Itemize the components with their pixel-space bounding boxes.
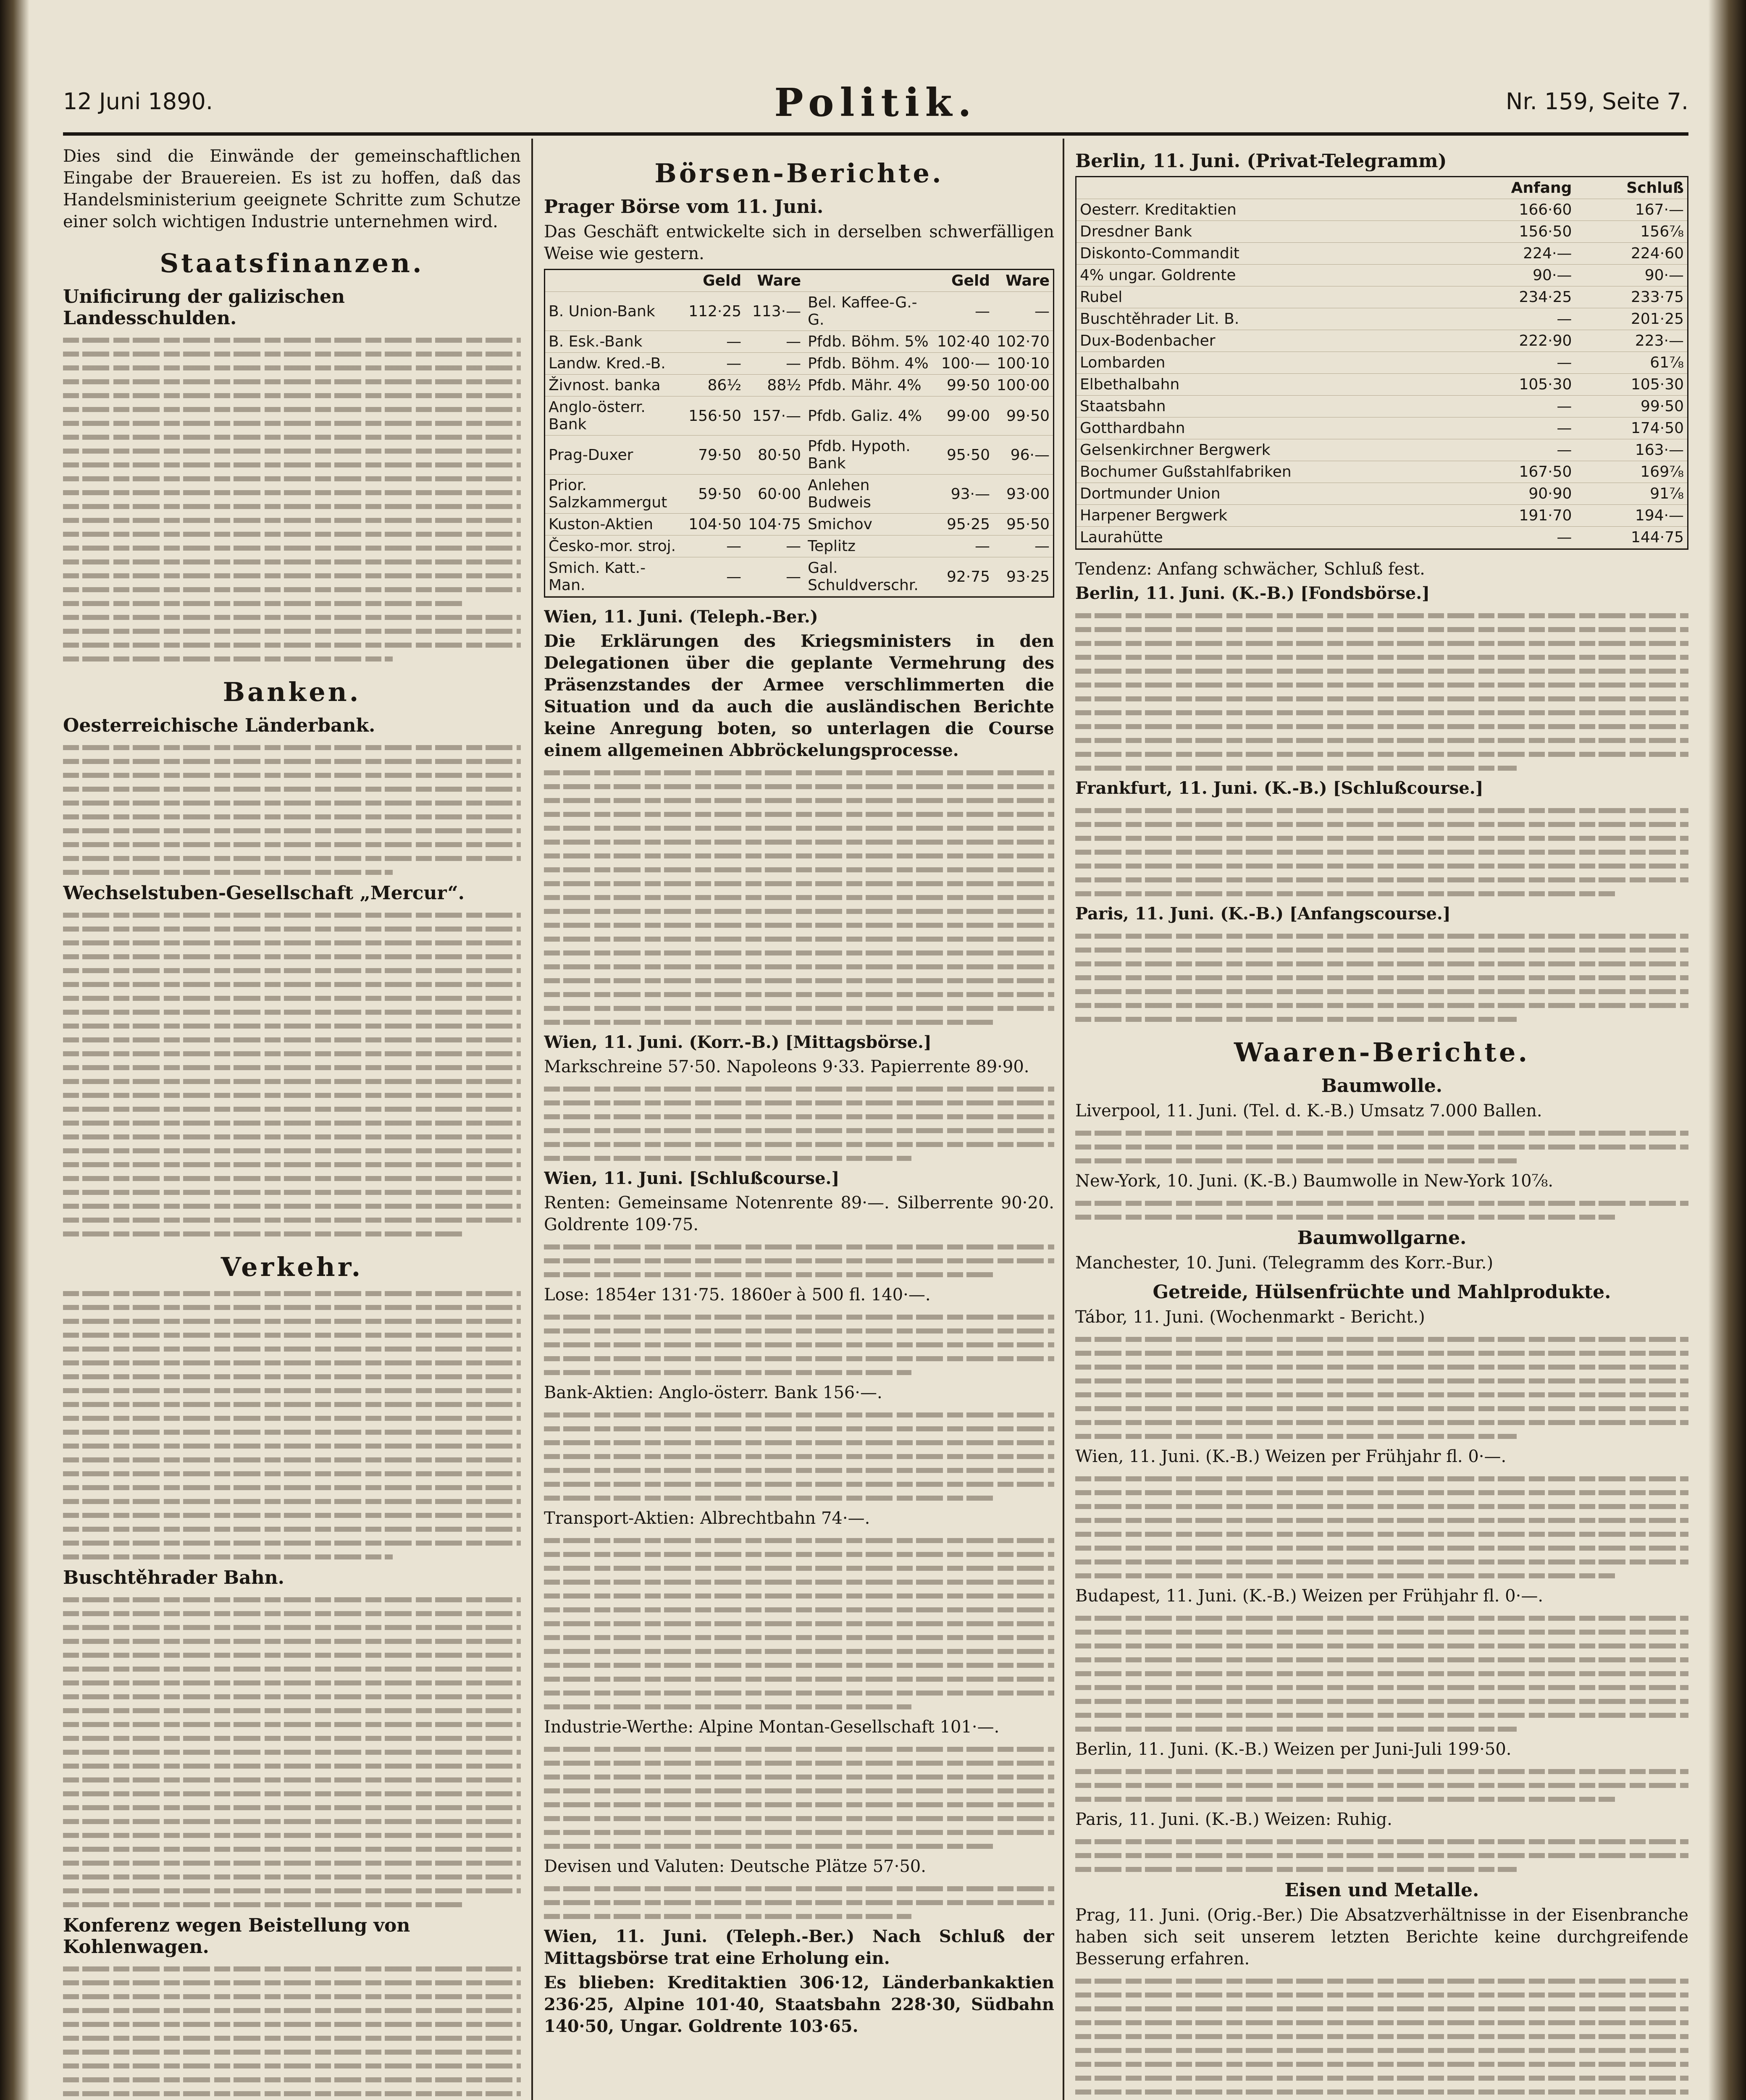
security-name-cell: Gal. Schuldverschr. — [804, 557, 934, 596]
table-row — [1076, 330, 1687, 352]
security-name-cell: Pfdb. Hypoth. Bank — [804, 436, 934, 475]
body-text-placeholder — [63, 1597, 521, 1907]
wien-final-heading: Wien, 11. Juni. (Teleph.-Ber.) Nach Schluß der Mittagsbörse trat eine Erholung ein. — [544, 1927, 1054, 1968]
table-row — [1076, 527, 1687, 549]
price-cell: 88½ — [745, 375, 804, 396]
schlusscourse-heading: Wien, 11. Juni. [Schlußcourse.] — [544, 1168, 840, 1188]
lose-text: Lose: 1854er 131·75. 1860er à 500 fl. 140·—. — [544, 1285, 931, 1305]
table-row — [545, 375, 1053, 396]
wien-getreide-text: Wien, 11. Juni. (K.-B.) Weizen per Frühjahr fl. 0·—. — [1075, 1447, 1507, 1466]
transport-aktien-text: Transport-Aktien: Albrechtbahn 74·—. — [544, 1509, 870, 1528]
security-name-cell: Buschtěhrader Lit. B. — [1076, 308, 1457, 330]
price-cell: — — [685, 353, 745, 375]
security-name-cell: Rubel — [1076, 286, 1457, 308]
subheading-eisen-metalle: Eisen und Metalle. — [1284, 1880, 1479, 1901]
price-cell: — — [685, 331, 745, 353]
body-text-placeholder — [544, 1087, 1054, 1161]
column-header: Schluß — [1575, 177, 1687, 199]
price-cell: 224·— — [1457, 243, 1575, 265]
body-text-placeholder — [1075, 1337, 1688, 1439]
body-text-placeholder — [1075, 1476, 1688, 1578]
column-header: Geld — [685, 270, 745, 292]
security-name-cell: B. Union-Bank — [545, 292, 685, 331]
price-cell: 166·60 — [1457, 199, 1575, 221]
industrie-werthe-text: Industrie-Werthe: Alpine Montan-Gesellschaft 101·—. — [544, 1717, 1000, 1737]
tendenz-text: Tendenz: Anfang schwächer, Schluß fest. — [1075, 559, 1425, 579]
table-row — [545, 536, 1053, 557]
prague-price-table — [545, 270, 1053, 596]
body-text-placeholder — [1075, 1769, 1688, 1802]
price-cell: 102·40 — [934, 331, 993, 353]
body-text-placeholder — [63, 1291, 521, 1559]
price-cell: 156·50 — [1457, 221, 1575, 243]
heading-banken: Banken. — [223, 677, 361, 707]
column-divider — [531, 139, 533, 2100]
security-name-cell: Dresdner Bank — [1076, 221, 1457, 243]
body-text-placeholder — [63, 338, 521, 662]
wien-teleph-text: Die Erklärungen des Kriegsministers in den Delegationen über die geplante Vermehrung des Präsenzstandes der Armee verschlimmerten die Situation und da auch die ausländischen Berichte keine Anregung boten, so unterlagen die Course einem allgemeinen Abbröckelungsprocesse. — [544, 631, 1054, 760]
price-cell: 86½ — [685, 375, 745, 396]
price-cell: 223·— — [1575, 330, 1687, 352]
body-text-placeholder — [1075, 613, 1688, 771]
table-row — [1076, 221, 1687, 243]
price-cell: 99·50 — [993, 396, 1053, 436]
security-name-cell: Elbethalbahn — [1076, 374, 1457, 396]
price-cell: 144·75 — [1575, 527, 1687, 549]
price-cell: — — [1457, 527, 1575, 549]
security-name-cell: Bel. Kaffee-G.-G. — [804, 292, 934, 331]
price-cell: 90·90 — [1457, 483, 1575, 505]
body-text-placeholder — [544, 1747, 1054, 1849]
body-text-placeholder — [544, 770, 1054, 1025]
price-cell: — — [745, 353, 804, 375]
price-cell: — — [993, 292, 1053, 331]
price-cell: — — [1457, 417, 1575, 439]
price-cell: 100·00 — [993, 375, 1053, 396]
price-cell: 224·60 — [1575, 243, 1687, 265]
price-cell: 93·25 — [993, 557, 1053, 596]
heading-waaren-berichte: Waaren-Berichte. — [1234, 1037, 1530, 1068]
body-text-placeholder — [1075, 1979, 1688, 2100]
price-cell: 167·— — [1575, 199, 1687, 221]
bank-aktien-text: Bank-Aktien: Anglo-österr. Bank 156·—. — [544, 1383, 882, 1402]
price-cell: 222·90 — [1457, 330, 1575, 352]
mittagsboerse-text: Markschreine 57·50. Napoleons 9·33. Papierrente 89·90. — [544, 1057, 1029, 1076]
table-row — [545, 292, 1053, 331]
price-cell: — — [1457, 396, 1575, 417]
security-name-cell: Lombarden — [1076, 352, 1457, 374]
price-cell: — — [934, 536, 993, 557]
security-name-cell: Smich. Katt.-Man. — [545, 557, 685, 596]
column-right — [1075, 143, 1688, 2100]
price-cell: 201·25 — [1575, 308, 1687, 330]
body-text-placeholder — [1075, 1839, 1688, 1872]
page-header — [63, 80, 1688, 130]
price-cell: 60·00 — [745, 475, 804, 514]
berlin-price-table-box — [1075, 176, 1688, 550]
security-name-cell: Pfdb. Böhm. 4% — [804, 353, 934, 375]
price-cell: 61⅞ — [1575, 352, 1687, 374]
price-cell: 99·00 — [934, 396, 993, 436]
security-name-cell: Smichov — [804, 514, 934, 536]
security-name-cell: Pfdb. Galiz. 4% — [804, 396, 934, 436]
security-name-cell: Teplitz — [804, 536, 934, 557]
price-cell: — — [993, 536, 1053, 557]
body-text-placeholder — [63, 913, 521, 1236]
price-cell: 163·— — [1575, 439, 1687, 461]
table-row — [1076, 483, 1687, 505]
mittagsboerse-heading: Wien, 11. Juni. (Korr.-B.) [Mittagsbörse.] — [544, 1032, 932, 1052]
column-header: Geld — [934, 270, 993, 292]
price-cell: 104·75 — [745, 514, 804, 536]
security-name-cell: Pfdb. Mähr. 4% — [804, 375, 934, 396]
subheading-konferenz: Konferenz wegen Beistellung von Kohlenwagen. — [63, 1915, 410, 1958]
security-name-cell: Česko-mor. stroj. — [545, 536, 685, 557]
column-middle — [544, 143, 1054, 2100]
security-name-cell: Diskonto-Commandit — [1076, 243, 1457, 265]
table-row — [1076, 265, 1687, 286]
price-cell: — — [1457, 439, 1575, 461]
price-cell: 80·50 — [745, 436, 804, 475]
column-divider — [1063, 139, 1064, 2100]
price-cell: 112·25 — [685, 292, 745, 331]
body-text-placeholder — [544, 1244, 1054, 1277]
price-cell: — — [745, 331, 804, 353]
price-cell: 194·— — [1575, 505, 1687, 527]
prague-price-table-box — [544, 269, 1054, 598]
security-name-cell: Dux-Bodenbacher — [1076, 330, 1457, 352]
body-text-placeholder — [1075, 1131, 1688, 1163]
issue-date: 12 Juni 1890. — [63, 88, 213, 115]
body-text-placeholder — [63, 745, 521, 875]
price-cell: 102·70 — [993, 331, 1053, 353]
berlin-telegram-heading: Berlin, 11. Juni. (Privat-Telegramm) — [1075, 150, 1447, 172]
price-cell: 59·50 — [685, 475, 745, 514]
price-cell: — — [745, 536, 804, 557]
price-cell: 96·— — [993, 436, 1053, 475]
prager-boerse-text: Das Geschäft entwickelte sich in derselben schwerfälligen Weise wie gestern. — [544, 222, 1054, 263]
subheading-baumwolle: Baumwolle. — [1321, 1075, 1443, 1097]
price-cell: 100·— — [934, 353, 993, 375]
devisen-valuten-text: Devisen und Valuten: Deutsche Plätze 57·50. — [544, 1857, 926, 1876]
heading-verkehr: Verkehr. — [221, 1252, 363, 1282]
price-cell: 99·50 — [934, 375, 993, 396]
security-name-cell: Prior. Salzkammergut — [545, 475, 685, 514]
price-cell: 169⅞ — [1575, 461, 1687, 483]
subheading-mercur: Wechselstuben-Gesellschaft „Mercur“. — [63, 882, 465, 904]
newyork-text: New-York, 10. Juni. (K.-B.) Baumwolle in New-York 10⅞. — [1075, 1171, 1554, 1191]
prager-boerse-heading: Prager Börse vom 11. Juni. — [544, 196, 824, 218]
security-name-cell: Oesterr. Kreditaktien — [1076, 199, 1457, 221]
budapest-text: Budapest, 11. Juni. (K.-B.) Weizen per Frühjahr fl. 0·—. — [1075, 1586, 1544, 1606]
security-name-cell: Landw. Kred.-B. — [545, 353, 685, 375]
security-name-cell: Anlehen Budweis — [804, 475, 934, 514]
price-cell: 233·75 — [1575, 286, 1687, 308]
price-cell: 157·— — [745, 396, 804, 436]
table-row — [545, 353, 1053, 375]
security-name-cell: Gelsenkirchner Bergwerk — [1076, 439, 1457, 461]
prag-eisen-text: Prag, 11. Juni. (Orig.-Ber.) Die Absatzverhältnisse in der Eisenbranche haben sich seit unserem letzten Berichte keine durchgreifende Besserung erfahren. — [1075, 1906, 1688, 1969]
security-name-cell: Živnost. banka — [545, 375, 685, 396]
table-header-row — [1076, 177, 1687, 199]
security-name-cell: Gotthardbahn — [1076, 417, 1457, 439]
price-cell: 100·10 — [993, 353, 1053, 375]
subheading-baumwollgarne: Baumwollgarne. — [1297, 1227, 1467, 1249]
security-name-cell: B. Esk.-Bank — [545, 331, 685, 353]
table-row — [545, 436, 1053, 475]
price-cell: — — [685, 557, 745, 596]
liverpool-text: Liverpool, 11. Juni. (Tel. d. K.-B.) Umsatz 7.000 Ballen. — [1075, 1101, 1542, 1121]
price-cell: 174·50 — [1575, 417, 1687, 439]
price-cell: 95·50 — [993, 514, 1053, 536]
security-name-cell: Harpener Bergwerk — [1076, 505, 1457, 527]
heading-boersen-berichte: Börsen-Berichte. — [654, 158, 944, 189]
price-cell: — — [1457, 352, 1575, 374]
table-row — [1076, 308, 1687, 330]
table-row — [1076, 286, 1687, 308]
body-text-placeholder — [1075, 1201, 1688, 1220]
table-row — [545, 514, 1053, 536]
wien-final-text: Es blieben: Kreditaktien 306·12, Länderbankaktien 236·25, Alpine 101·40, Staatsbahn 228·30, Südbahn 140·50, Ungar. Goldrente 103·65. — [544, 1973, 1054, 2036]
subheading-buschtehrader: Buschtěhrader Bahn. — [63, 1567, 284, 1588]
security-name-cell: 4% ungar. Goldrente — [1076, 265, 1457, 286]
body-text-placeholder — [1075, 808, 1688, 896]
manchester-text: Manchester, 10. Juni. (Telegramm des Korr.-Bur.) — [1075, 1253, 1494, 1273]
price-cell: 92·75 — [934, 557, 993, 596]
column-header: Anfang — [1457, 177, 1575, 199]
price-cell: 167·50 — [1457, 461, 1575, 483]
price-cell: 90·— — [1457, 265, 1575, 286]
page-edge-left — [0, 0, 29, 2100]
body-text-placeholder — [1075, 934, 1688, 1022]
price-cell: 93·00 — [993, 475, 1053, 514]
issue-number: Nr. 159, Seite 7. — [1506, 88, 1688, 115]
table-row — [1076, 199, 1687, 221]
table-row — [1076, 243, 1687, 265]
table-row — [1076, 396, 1687, 417]
table-row — [545, 331, 1053, 353]
column-left — [63, 143, 521, 2100]
price-cell: 156·50 — [685, 396, 745, 436]
page-edge-right — [1708, 0, 1746, 2100]
table-row — [545, 475, 1053, 514]
price-cell: 234·25 — [1457, 286, 1575, 308]
security-name-cell: Dortmunder Union — [1076, 483, 1457, 505]
price-cell: 95·50 — [934, 436, 993, 475]
table-header-row — [545, 270, 1053, 292]
table-row — [1076, 374, 1687, 396]
body-text-placeholder — [544, 1412, 1054, 1501]
table-row — [1076, 352, 1687, 374]
table-row — [1076, 505, 1687, 527]
paris-heading: Paris, 11. Juni. (K.-B.) [Anfangscourse.] — [1075, 904, 1451, 924]
table-row — [545, 557, 1053, 596]
renten-text: Renten: Gemeinsame Notenrente 89·—. Silberrente 90·20. Goldrente 109·75. — [544, 1193, 1054, 1234]
berlin-getreide-text: Berlin, 11. Juni. (K.-B.) Weizen per Juni-Juli 199·50. — [1075, 1740, 1512, 1759]
heading-staatsfinanzen: Staatsfinanzen. — [160, 248, 424, 278]
paris-getreide-text: Paris, 11. Juni. (K.-B.) Weizen: Ruhig. — [1075, 1810, 1392, 1829]
table-row — [545, 396, 1053, 436]
body-text-placeholder — [1075, 1616, 1688, 1732]
price-cell: — — [1457, 308, 1575, 330]
subheading-laenderbank: Oesterreichische Länderbank. — [63, 715, 375, 736]
subheading-getreide: Getreide, Hülsenfrüchte und Mahlprodukte. — [1153, 1281, 1611, 1303]
price-cell: 113·— — [745, 292, 804, 331]
column-header: Ware — [993, 270, 1053, 292]
subheading-unificirung: Unificirung der galizischen Landesschulden. — [63, 286, 345, 329]
price-cell: 191·70 — [1457, 505, 1575, 527]
table-row — [1076, 439, 1687, 461]
price-cell: 79·50 — [685, 436, 745, 475]
security-name-cell: Laurahütte — [1076, 527, 1457, 549]
table-row — [1076, 417, 1687, 439]
body-text-placeholder — [544, 1538, 1054, 1709]
price-cell: 99·50 — [1575, 396, 1687, 417]
section-title: Politik. — [774, 80, 977, 125]
berlin-price-table — [1076, 177, 1687, 549]
tabor-text: Tábor, 11. Juni. (Wochenmarkt - Bericht.) — [1075, 1307, 1425, 1327]
price-cell: 105·30 — [1575, 374, 1687, 396]
security-name-cell: Kuston-Aktien — [545, 514, 685, 536]
price-cell: — — [685, 536, 745, 557]
column-header: Ware — [745, 270, 804, 292]
price-cell: 93·— — [934, 475, 993, 514]
price-cell: 104·50 — [685, 514, 745, 536]
security-name-cell: Bochumer Gußstahlfabriken — [1076, 461, 1457, 483]
price-cell: — — [745, 557, 804, 596]
security-name-cell: Anglo-österr. Bank — [545, 396, 685, 436]
security-name-cell: Prag-Duxer — [545, 436, 685, 475]
price-cell: 156⅞ — [1575, 221, 1687, 243]
security-name-cell: Pfdb. Böhm. 5% — [804, 331, 934, 353]
wien-teleph-heading: Wien, 11. Juni. (Teleph.-Ber.) — [544, 607, 818, 627]
price-cell: 90·— — [1575, 265, 1687, 286]
berlin-fondsboerse-heading: Berlin, 11. Juni. (K.-B.) [Fondsbörse.] — [1075, 583, 1430, 603]
frankfurt-heading: Frankfurt, 11. Juni. (K.-B.) [Schlußcourse.] — [1075, 778, 1483, 798]
table-row — [1076, 461, 1687, 483]
security-name-cell: Staatsbahn — [1076, 396, 1457, 417]
body-text-placeholder — [544, 1886, 1054, 1919]
price-cell: 95·25 — [934, 514, 993, 536]
body-text-placeholder — [63, 1966, 521, 2100]
price-cell: 105·30 — [1457, 374, 1575, 396]
price-cell: 91⅞ — [1575, 483, 1687, 505]
intro-paragraph: Dies sind die Einwände der gemeinschaftlichen Eingabe der Brauereien. Es ist zu hoffen, daß das Handelsministerium geeignete Schritte zum Schutze einer solch wichtigen Industrie unternehmen wird. — [63, 147, 521, 231]
body-text-placeholder — [544, 1315, 1054, 1375]
price-cell: — — [934, 292, 993, 331]
header-rule — [63, 132, 1688, 136]
